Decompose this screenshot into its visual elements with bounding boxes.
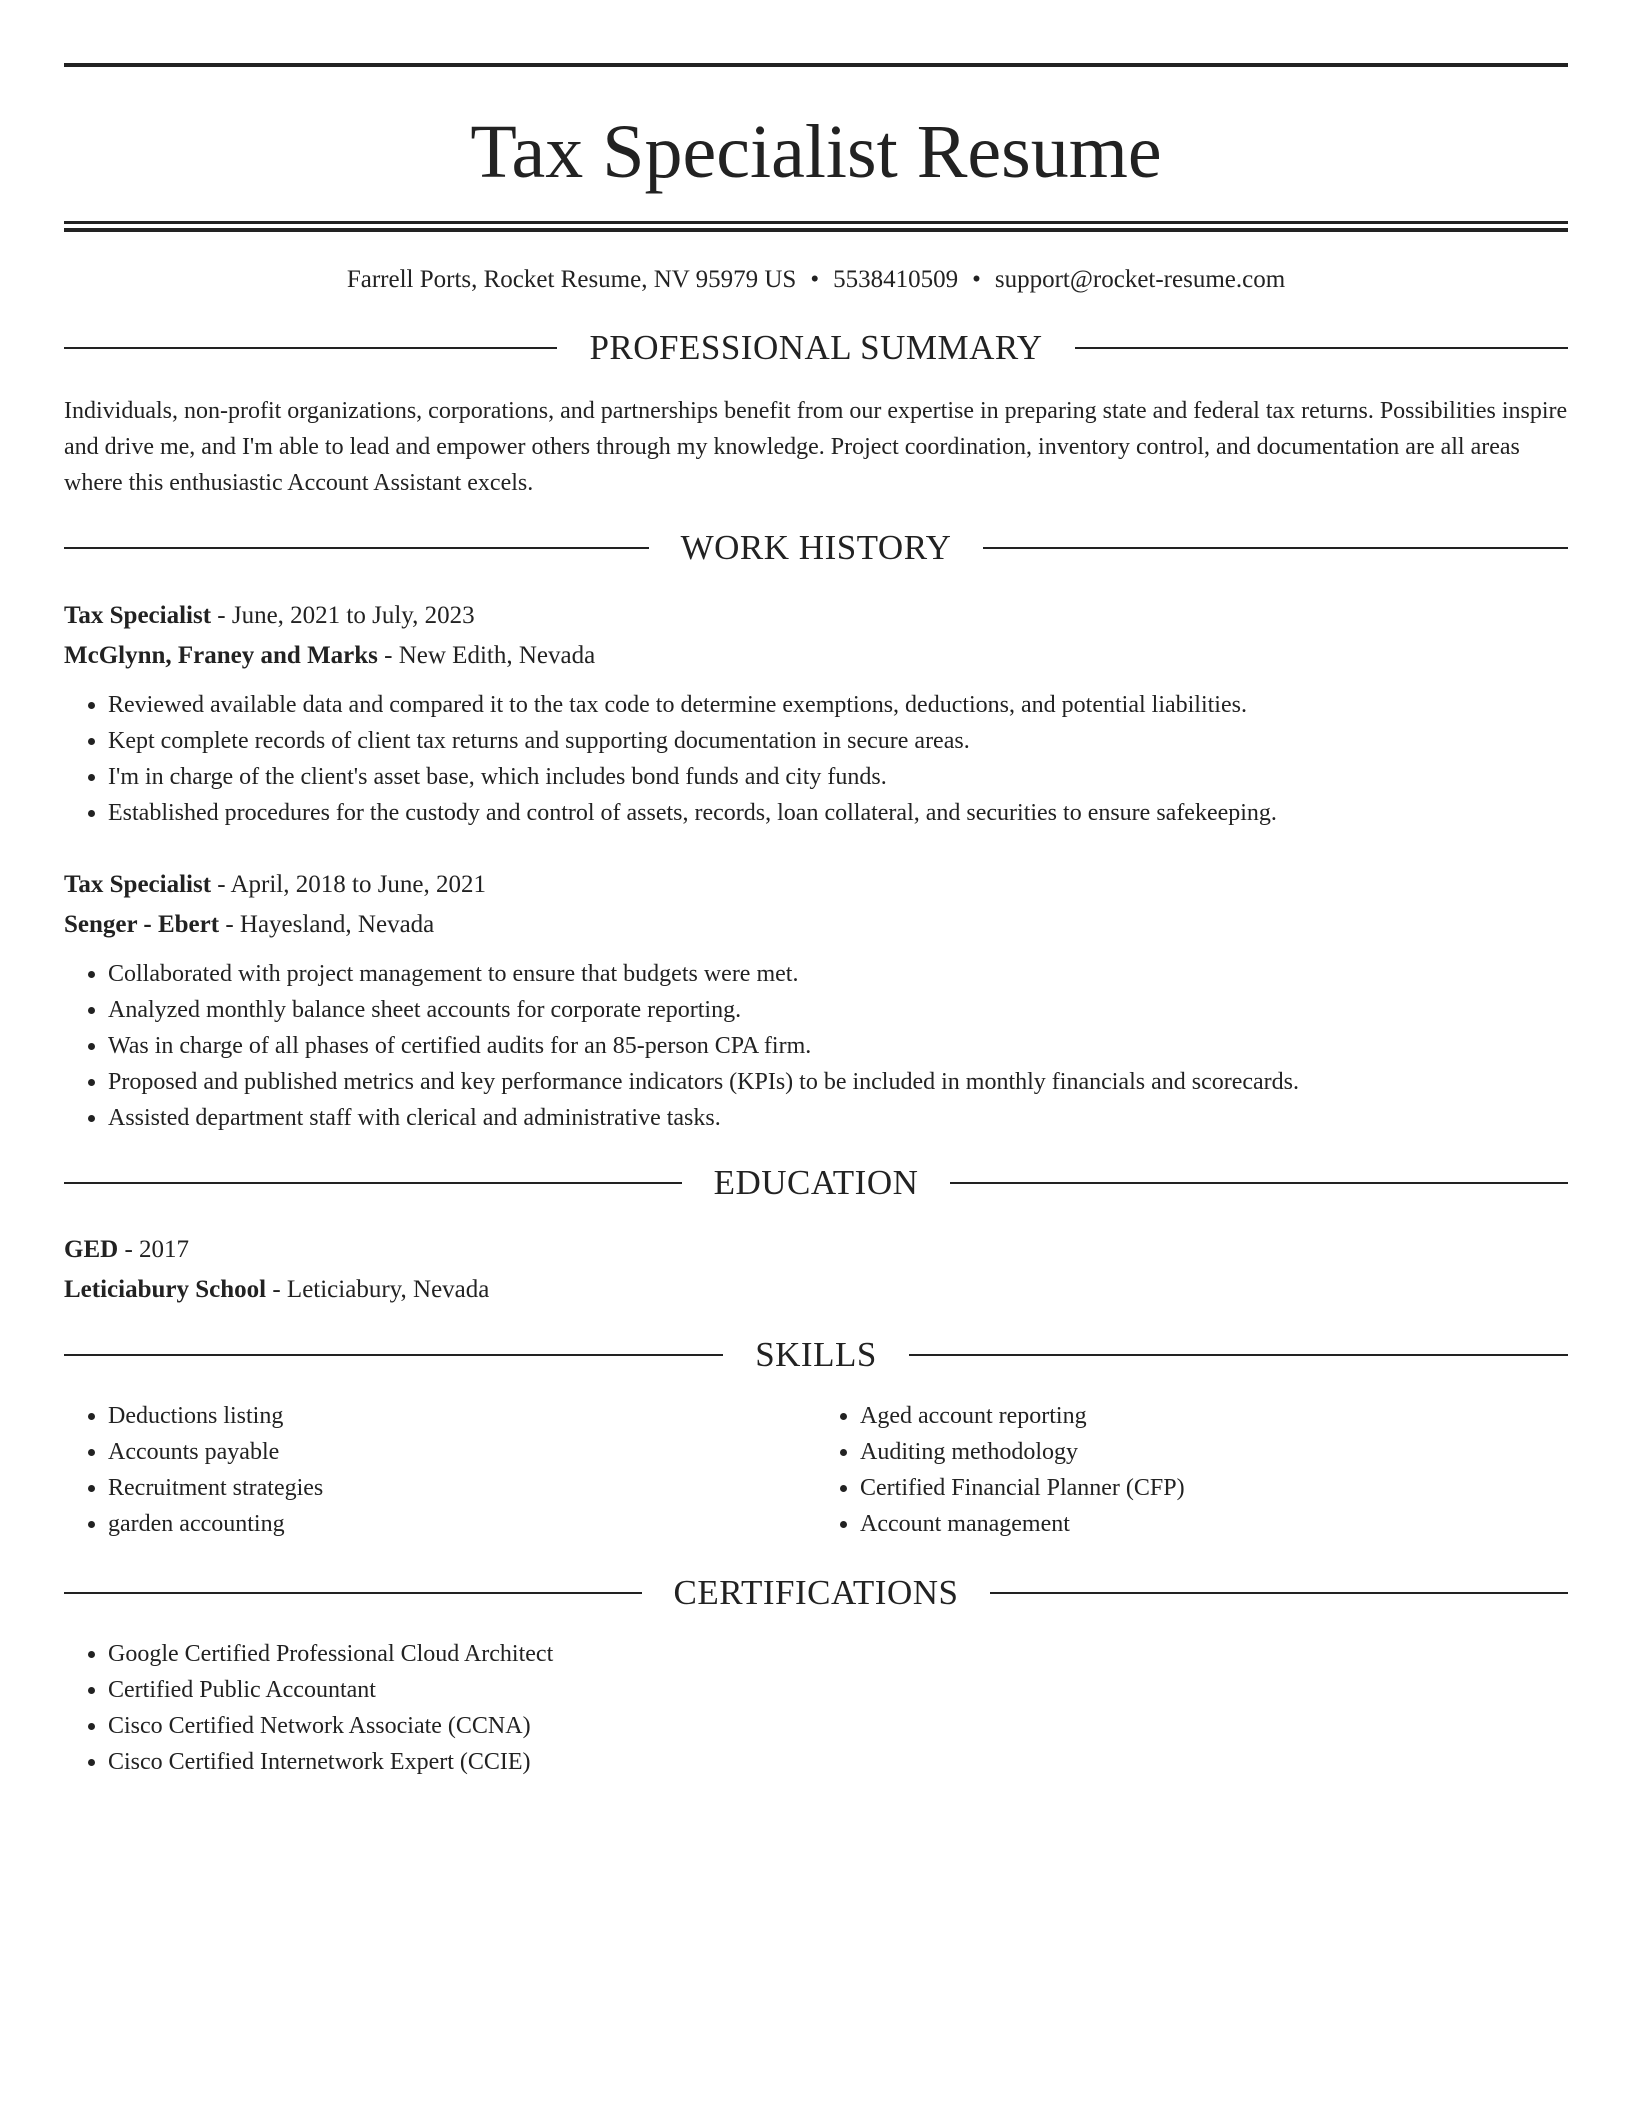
list-item: • garden accounting (108, 1506, 816, 1542)
list-item: • Cisco Certified Network Associate (CCNA) (108, 1708, 1568, 1744)
section-heading-certifications (64, 1573, 1568, 1613)
degree-line (64, 1230, 1568, 1270)
section-title: SKILLS (755, 1335, 877, 1374)
list-item: • Google Certified Professional Cloud Architect (108, 1636, 1568, 1672)
list-item: • Analyzed monthly balance sheet accounts for corporate reporting. (108, 992, 1568, 1028)
contact-phone: 5538410509 (833, 266, 959, 293)
section-title: CERTIFICATIONS (673, 1573, 959, 1612)
school-location: - Leticiabury, Nevada (266, 1276, 490, 1303)
section-title: WORK HISTORY (680, 528, 952, 567)
section-heading-skills (64, 1335, 1568, 1375)
heading-rule-right (909, 1354, 1568, 1356)
heading-rule-right (1075, 347, 1568, 349)
list-item: • Proposed and published metrics and key performance indicators (KPIs) to be included in monthly financials and scorecards. (108, 1064, 1568, 1100)
school-line (64, 1270, 1568, 1310)
heading-rule-right (950, 1182, 1568, 1184)
contact-separator: • (810, 266, 820, 293)
section-heading-summary (64, 328, 1568, 368)
skills-list (64, 1398, 1568, 1542)
heading-rule-left (64, 547, 649, 549)
job-location: - Hayesland, Nevada (219, 911, 435, 938)
contact-line (64, 265, 1568, 295)
heading-rule-left (64, 1592, 642, 1594)
section-heading-work (64, 528, 1568, 568)
job-company: Senger - Ebert (64, 911, 220, 938)
heading-rule-left (64, 347, 557, 349)
degree-year: - 2017 (118, 1236, 190, 1263)
contact-email: support@rocket-resume.com (994, 266, 1286, 293)
list-item: • Certified Financial Planner (CFP) (860, 1470, 1568, 1506)
heading-rule-right (983, 547, 1568, 549)
list-item: • Recruitment strategies (108, 1470, 816, 1506)
job-location: - New Edith, Nevada (377, 642, 596, 669)
list-item: • Collaborated with project management to ensure that budgets were met. (108, 956, 1568, 992)
section-heading-education (64, 1163, 1568, 1203)
list-item: • Reviewed available data and compared it to the tax code to determine exemptions, deductions, and potential liabilities. (108, 687, 1568, 723)
skills-column-left (64, 1398, 816, 1542)
list-item: • Deductions listing (108, 1398, 816, 1434)
job-company-line (64, 636, 1568, 676)
contact-address: Farrell Ports, Rocket Resume, NV 95979 US (346, 266, 797, 293)
job-bullets (64, 956, 1568, 1136)
section-title: EDUCATION (713, 1163, 919, 1202)
education-entry (64, 1230, 1568, 1310)
list-item: • Established procedures for the custody and control of assets, records, loan collateral, and securities to ensure safekeeping. (108, 795, 1568, 831)
job-title-line (64, 596, 1568, 636)
job-dates: - June, 2021 to July, 2023 (211, 602, 475, 629)
job-bullets (64, 687, 1568, 831)
job-title: Tax Specialist (64, 871, 212, 898)
school-name: Leticiabury School (64, 1276, 267, 1303)
heading-rule-left (64, 1354, 723, 1356)
contact-separator: • (972, 266, 981, 293)
job-company-line (64, 905, 1568, 945)
list-item: • Auditing methodology (860, 1434, 1568, 1470)
list-item: • Assisted department staff with clerical and administrative tasks. (108, 1100, 1568, 1136)
list-item: • Accounts payable (108, 1434, 816, 1470)
resume-page (64, 0, 1568, 1775)
skills-column-right (816, 1398, 1568, 1542)
list-item: • Account management (860, 1506, 1568, 1542)
summary-text: Individuals, non-profit organizations, corporations, and partnerships benefit from our expertise in preparing state and federal tax returns. Possibilities inspire and drive me, and I'm able to lead and empower others through my knowledge. Project coordination, inventory control, and documentation are all areas where this enthusiastic Account Assistant excels. (64, 398, 1568, 496)
job-entry (64, 865, 1568, 1136)
list-item: • I'm in charge of the client's asset base, which includes bond funds and city funds. (108, 759, 1568, 795)
job-dates: - April, 2018 to June, 2021 (211, 871, 487, 898)
list-item: • Was in charge of all phases of certified audits for an 85-person CPA firm. (108, 1028, 1568, 1064)
job-title: Tax Specialist (64, 602, 212, 629)
job-company: McGlynn, Franey and Marks (64, 642, 378, 669)
certifications-list (64, 1636, 1568, 1780)
header-top-rule (64, 63, 1568, 67)
degree: GED (64, 1236, 119, 1263)
heading-rule-left (64, 1182, 682, 1184)
section-title: PROFESSIONAL SUMMARY (589, 328, 1043, 367)
job-entry (64, 596, 1568, 831)
list-item: • Kept complete records of client tax returns and supporting documentation in secure areas. (108, 723, 1568, 759)
list-item: • Cisco Certified Internetwork Expert (CCIE) (108, 1744, 1568, 1780)
list-item: • Certified Public Accountant (108, 1672, 1568, 1708)
header-double-rule (64, 221, 1568, 232)
heading-rule-right (990, 1592, 1568, 1594)
page-title: Tax Specialist Resume (470, 110, 1162, 194)
list-item: • Aged account reporting (860, 1398, 1568, 1434)
job-title-line (64, 865, 1568, 905)
